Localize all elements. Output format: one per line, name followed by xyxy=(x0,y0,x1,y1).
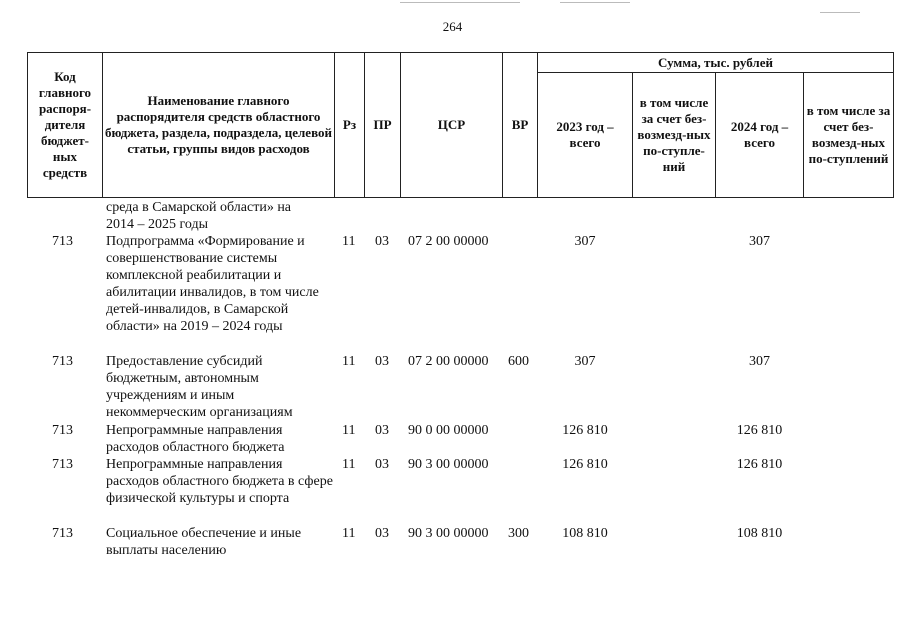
row-name: Социальное обеспечение и иные выплаты населению xyxy=(106,526,302,558)
row-2024: 307 xyxy=(749,354,770,369)
row-pr: 03 xyxy=(375,234,389,249)
row-csr: 90 0 00 00000 xyxy=(408,423,489,438)
header-csr: ЦСР xyxy=(400,52,503,198)
continuation-text: среда в Самарской области» на 2014 – 2025 годы xyxy=(106,200,292,232)
row-name: Непрограммные направления расходов областного бюджета в сфере физической культуры и спорта xyxy=(106,457,333,506)
header-vr: ВР xyxy=(502,52,538,198)
row-name: Непрограммные направления расходов областного бюджета xyxy=(106,423,285,455)
header-2023-free: в том числе за счет без-возмезд-ных по-ступле-ний xyxy=(632,72,716,198)
row-2023: 126 810 xyxy=(562,457,608,472)
row-csr: 90 3 00 00000 xyxy=(408,526,489,541)
row-pr: 03 xyxy=(375,526,389,541)
row-code: 713 xyxy=(52,423,73,438)
row-2024: 126 810 xyxy=(736,423,783,438)
header-name: Наименование главного распорядителя средств областного бюджета, раздела, подраздела, целевой статьи, группы видов расходов xyxy=(102,52,335,198)
row-vr: 300 xyxy=(508,526,529,541)
row-pr: 03 xyxy=(375,354,389,369)
row-rz: 11 xyxy=(342,423,356,438)
row-2023: 126 810 xyxy=(562,423,608,438)
row-2024: 108 810 xyxy=(736,526,783,541)
row-2023: 108 810 xyxy=(562,526,608,541)
row-2023: 307 xyxy=(574,234,596,249)
row-code: 713 xyxy=(52,354,73,369)
row-csr: 07 2 00 00000 xyxy=(408,234,489,249)
row-csr: 90 3 00 00000 xyxy=(408,457,489,472)
row-name: Подпрограмма «Формирование и совершенствование системы комплексной реабилитации и абилитации инвалидов, в том числе детей-инвалидов, в Самарской области» на 2019 – 2024 годы xyxy=(106,234,319,334)
header-2024-total: 2024 год – всего xyxy=(715,72,804,198)
row-name: Предоставление субсидий бюджетным, автономным учреждениям и иным некоммерческим организациям xyxy=(106,354,293,420)
header-rz: Рз xyxy=(334,52,365,198)
header-code: Код главного распоря-дителя бюджет-ных средств xyxy=(27,52,103,198)
row-rz: 11 xyxy=(342,234,356,249)
row-code: 713 xyxy=(52,526,73,541)
row-rz: 11 xyxy=(342,354,356,369)
header-2023-total: 2023 год – всего xyxy=(537,72,633,198)
row-code: 713 xyxy=(52,234,73,249)
header-pr: ПР xyxy=(364,52,401,198)
row-pr: 03 xyxy=(375,423,389,438)
row-2024: 126 810 xyxy=(736,457,783,472)
header-sum: Сумма, тыс. рублей xyxy=(537,52,894,73)
row-code: 713 xyxy=(52,457,73,472)
row-2023: 307 xyxy=(574,354,596,369)
row-rz: 11 xyxy=(342,457,356,472)
row-rz: 11 xyxy=(342,526,356,541)
row-csr: 07 2 00 00000 xyxy=(408,354,489,369)
row-2024: 307 xyxy=(749,234,770,249)
header-2024-free: в том числе за счет без-возмезд-ных по-ступлений xyxy=(803,72,894,198)
row-pr: 03 xyxy=(375,457,389,472)
row-vr: 600 xyxy=(508,354,529,369)
page-number: 264 xyxy=(442,19,463,34)
